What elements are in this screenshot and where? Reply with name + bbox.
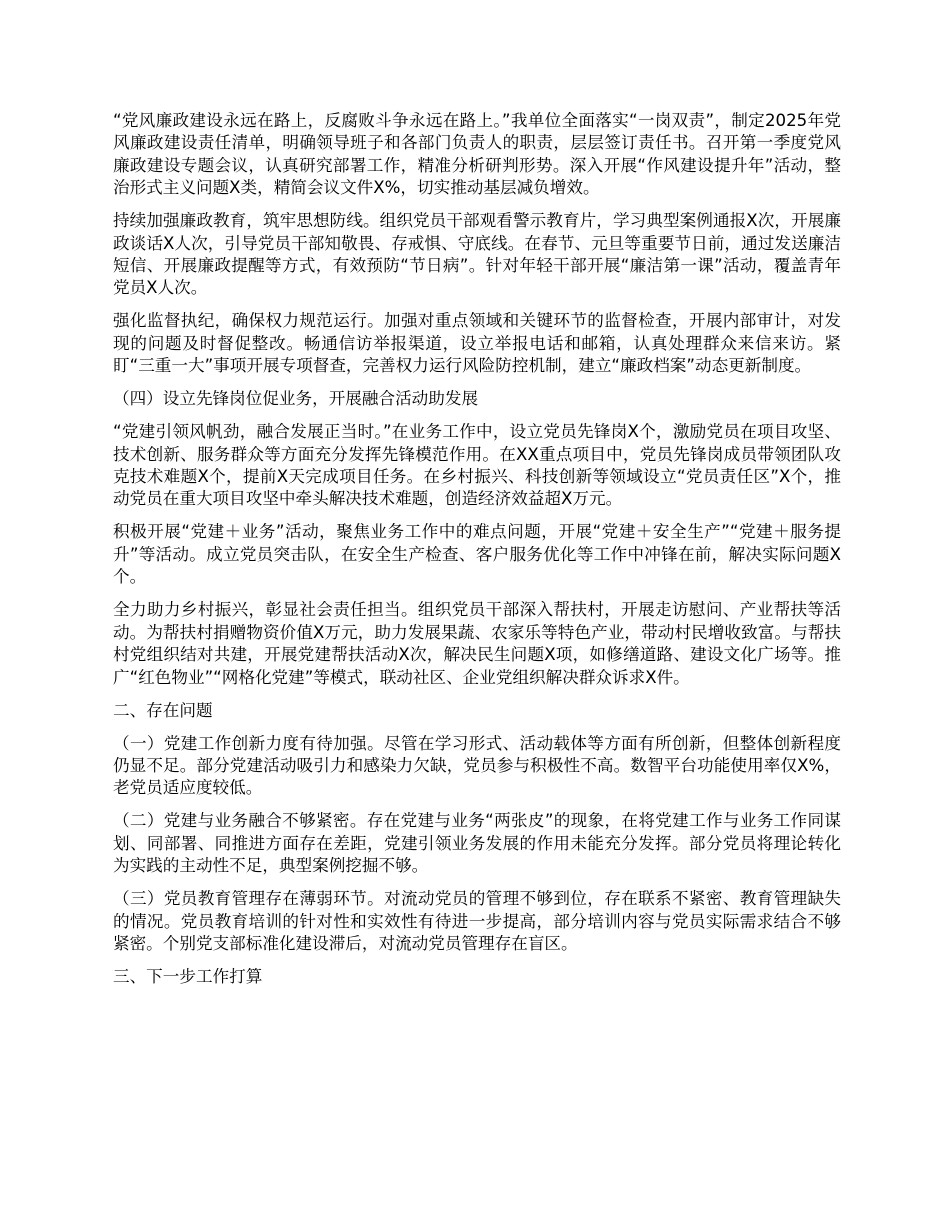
section-heading-existing-problems: 二、存在问题 — [113, 700, 213, 720]
section-heading-vanguard-posts: （四）设立先锋岗位促业务，开展融合活动助发展 — [113, 389, 479, 409]
paragraph-party-plus-business: 积极开展“党建＋业务”活动，聚焦业务工作中的难点问题，开展“党建＋安全生产”“党建＋服务提升”等活动。成立党员突击队，在安全生产检查、客户服务优化等工作中冲锋在前，解决实际问题X个。 — [113, 522, 841, 587]
paragraph-rural-revitalization: 全力助力乡村振兴，彰显社会责任担当。组织党员干部深入帮扶村，开展走访慰问、产业帮扶等活动。为帮扶村捐赠物资价值X万元，助力发展果蔬、农家乐等特色产业，带动村民增收致富。与帮扶村党组织结对共建，开展党建帮扶活动X次，解决民生问题X项，如修缮道路、建设文化广场等。推广“红色物业”“网格化党建”等模式，联动社区、企业党组织解决群众诉求X件。 — [113, 600, 841, 687]
paragraph-party-conduct-responsibility: “党风廉政建设永远在路上，反腐败斗争永远在路上。”我单位全面落实“一岗双责”，制定2025年党风廉政建设责任清单，明确领导班子和各部门负责人的职责，层层签订责任书。召开第一季度党风廉政建设专题会议，认真研究部署工作，精准分析研判形势。深入开展“作风建设提升年”活动，整治形式主义问题X类，精简会议文件X%，切实推动基层减负增效。 — [113, 111, 841, 198]
paragraph-integrity-education: 持续加强廉政教育，筑牢思想防线。组织党员干部观看警示教育片，学习典型案例通报X次，开展廉政谈话X人次，引导党员干部知敬畏、存戒惧、守底线。在春节、元旦等重要节日前，通过发送廉洁短信、开展廉政提醒等方式，有效预防“节日病”。针对年轻干部开展“廉洁第一课”活动，覆盖青年党员X人次。 — [113, 211, 841, 298]
paragraph-problem-integration: （二）党建与业务融合不够紧密。存在党建与业务“两张皮”的现象，在将党建工作与业务工作同谋划、同部署、同推进方面存在差距，党建引领业务发展的作用未能充分发挥。部分党员将理论转化为实践的主动性不足，典型案例挖掘不够。 — [113, 811, 841, 876]
paragraph-problem-innovation: （一）党建工作创新力度有待加强。尽管在学习形式、活动载体等方面有所创新，但整体创新程度仍显不足。部分党建活动吸引力和感染力欠缺，党员参与积极性不高。数智平台功能使用率仅X%，老党员适应度较低。 — [113, 733, 841, 798]
paragraph-vanguard-posts: “党建引领风帆劲，融合发展正当时。”在业务工作中，设立党员先锋岗X个，激励党员在项目攻坚、技术创新、服务群众等方面充分发挥先锋模范作用。在XX重点项目中，党员先锋岗成员带领团队攻克技术难题X个，提前X天完成项目任务。在乡村振兴、科技创新等领域设立“党员责任区”X个，推动党员在重大项目攻坚中牵头解决技术难题，创造经济效益超X万元。 — [113, 422, 841, 509]
paragraph-problem-member-management: （三）党员教育管理存在薄弱环节。对流动党员的管理不够到位，存在联系不紧密、教育管理缺失的情况。党员教育培训的针对性和实效性有待进一步提高，部分培训内容与党员实际需求结合不够紧密。个别党支部标准化建设滞后，对流动党员管理存在盲区。 — [113, 889, 841, 953]
section-heading-next-steps: 三、下一步工作打算 — [113, 966, 263, 986]
document-body — [113, 110, 841, 999]
paragraph-supervision-discipline: 强化监督执纪，确保权力规范运行。加强对重点领域和关键环节的监督检查，开展内部审计，对发现的问题及时督促整改。畅通信访举报渠道，设立举报电话和邮箱，认真处理群众来信来访。紧盯“三重一大”事项开展专项督查，完善权力运行风险防控机制，建立“廉政档案”动态更新制度。 — [113, 311, 841, 376]
